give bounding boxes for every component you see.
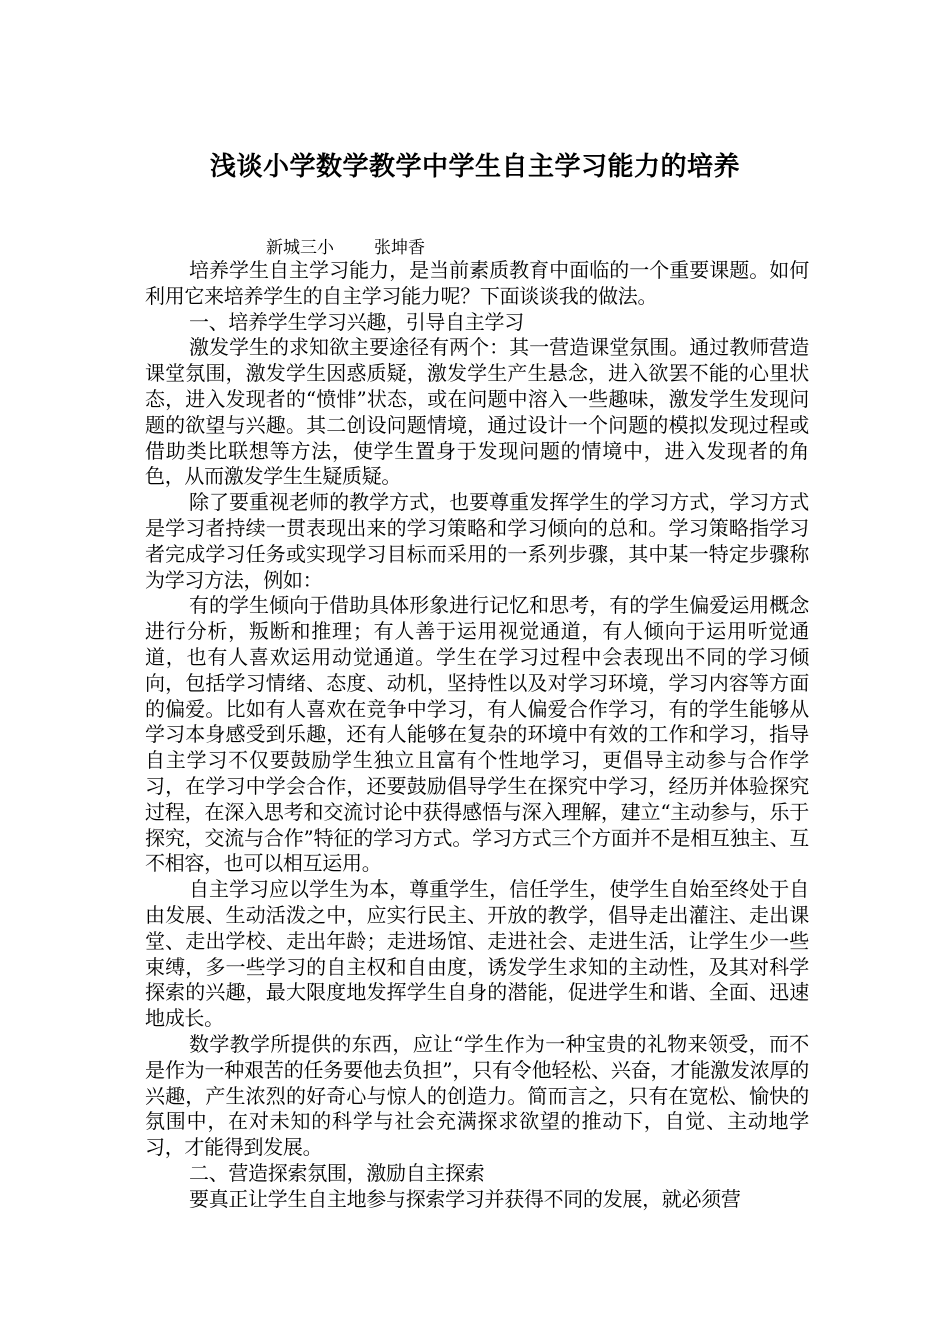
paragraph-student-centered: 自主学习应以学生为本，尊重学生，信任学生，使学生自始至终处于自由发展、生动活泼之中，应实行民主、开放的教学，倡导走出灌注、走出课堂、走出学校、走出年龄；走进场馆、走进社会、走进生活，让学生少一些束缚，多一些学习的自主权和自由度，诱发学生求知的主动性，及其对科学探索的兴趣，最大限度地发挥学生自身的潜能，促进学生和谐、全面、迅速地成长。 [145, 877, 809, 1031]
paragraph-learning-style: 除了要重视老师的教学方式，也要尊重发挥学生的学习方式，学习方式是学习者持续一贯表现出来的学习策略和学习倾向的总和。学习策略指学习者完成学习任务或实现学习目标而采用的一系列步骤，其中某一特定步骤称为学习方法，例如： [145, 490, 809, 592]
paragraph-learning-tendencies: 有的学生倾向于借助具体形象进行记忆和思考，有的学生偏爱运用概念进行分析，叛断和推理；有人善于运用视觉通道，有人倾向于运用听觉通道，也有人喜欢运用动觉通道。学生在学习过程中会表现出不同的学习倾向，包括学习情绪、态度、动机，坚持性以及对学习环境，学习内容等方面的偏爱。比如有人喜欢在竞争中学习，有人偏爱合作学习，有的学生能够从学习本身感受到乐趣，还有人能够在复杂的环境中有效的工作和学习，指导自主学习不仅要鼓励学生独立且富有个性地学习，更倡导主动参与合作学习，在学习中学会合作，还要鼓励倡导学生在探究中学习，经历并体验探究过程，在深入思考和交流讨论中获得感悟与深入理解，建立“主动参与，乐于探究，交流与合作”特征的学习方式。学习方式三个方面并不是相互独主、互不相容，也可以相互运用。 [145, 593, 809, 876]
paragraph-exploration: 要真正让学生自主地参与探索学习并获得不同的发展，就必须营 [189, 1186, 741, 1211]
document-title: 浅谈小学数学教学中学生自主学习能力的培养 [209, 152, 740, 182]
paragraph-intro: 培养学生自主学习能力，是当前素质教育中面临的一个重要课题。如何利用它来培养学生的自主学习能力呢？下面谈谈我的做法。 [145, 258, 809, 308]
byline [266, 236, 425, 260]
section-heading-1: 一、培养学生学习兴趣，引导自主学习 [189, 309, 524, 334]
paragraph-curiosity: 激发学生的求知欲主要途径有两个：其一营造课堂氛围。通过教师营造课堂氛围，激发学生因惑质疑，激发学生产生悬念，进入欲罢不能的心里状态，进入发现者的“愤悱”状态，或在问题中溶入一些趣味，激发学生发现问题的欲望与兴趣。其二创设问题情境，通过设计一个问题的模拟发现过程或借助类比联想等方法，使学生置身于发现问题的情境中，进入发现者的角色，从而激发学生生疑质疑。 [145, 335, 809, 489]
school-name: 新城三小 [266, 238, 334, 258]
section-heading-2: 二、营造探索氛围，激励自主探索 [189, 1160, 485, 1185]
article-body [145, 258, 809, 1212]
paragraph-math-teaching: 数学教学所提供的东西，应让“学生作为一种宝贵的礼物来领受，而不是作为一种艰苦的任务要他去负担”，只有令他轻松、兴奋，才能激发浓厚的兴趣，产生浓烈的好奇心与惊人的创造力。简而言之，只有在宽松、愉快的氛围中，在对未知的科学与社会充满探求欲望的推动下，自觉、主动地学习，才能得到发展。 [145, 1031, 809, 1160]
author-name: 张坤香 [374, 238, 425, 258]
